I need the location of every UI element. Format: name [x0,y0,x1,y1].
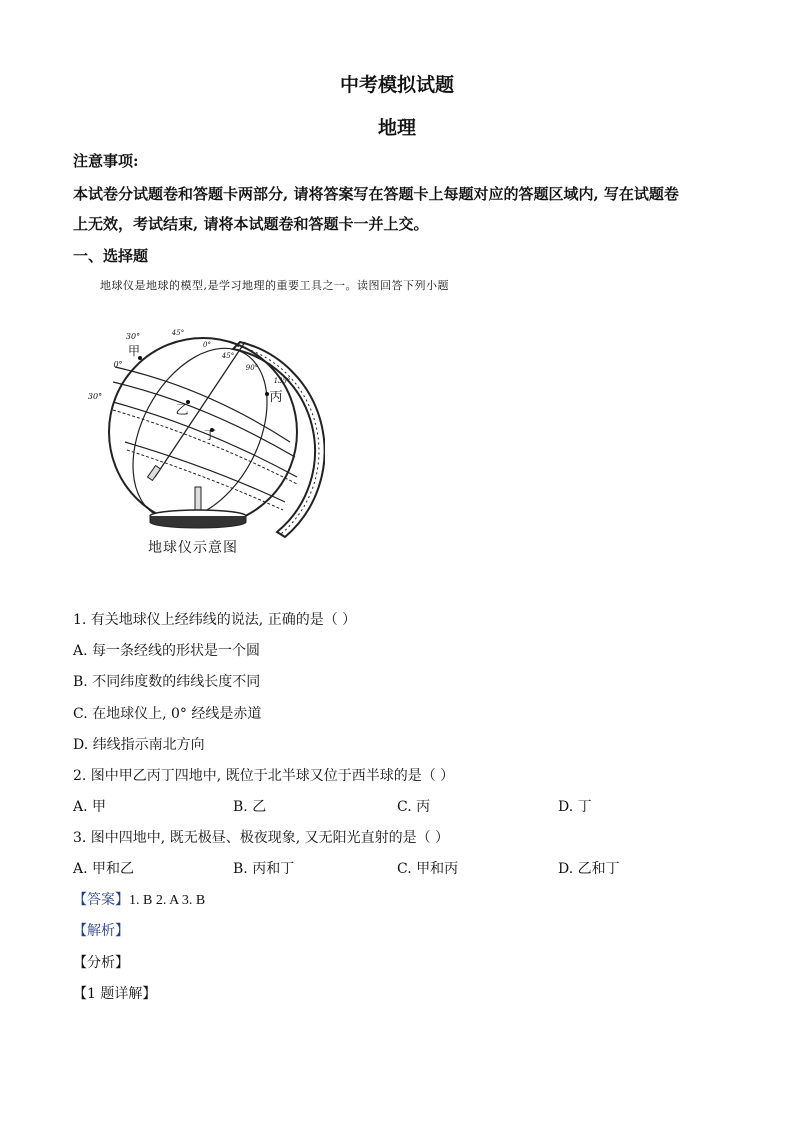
question-2-option-c: C. 丙 [397,799,431,815]
notice-line-1: 本试卷分试题卷和答题卡两部分, 请将答案写在答题卡上每题对应的答题区域内, 写在试题卷 [73,185,679,203]
label-lon135: 135° [273,377,291,385]
notice-line-2: 上无效，考试结束, 请将本试题卷和答题卡一并上交。 [73,215,429,233]
label-lon0: 0° [203,341,211,349]
label-lon90: 90° [245,364,259,372]
label-lat30-left: 30° [87,392,103,401]
point-bing [265,392,269,396]
question-3-stem: 3. 图中四地中, 既无极昼、极夜现象, 又无阳光直射的是（ ） [73,830,450,846]
globe-figure [85,322,325,562]
label-yi: 乙 [175,403,189,418]
question-3-option-c: C. 甲和丙 [397,861,459,877]
answer-line [73,889,205,909]
label-jia: 甲 [127,344,141,358]
label-lon45-left: 45° [171,329,185,337]
label-bing: 丙 [269,390,283,405]
label-lon0-left: 0° [113,360,123,369]
fenxi-tag: 【分析】 [73,955,129,971]
page-title: 中考模拟试题 [339,74,454,96]
label-lon45-right: 45° [221,352,235,360]
question-2-option-d: D. 丁 [558,799,592,815]
label-lat30-top: 30° [125,332,141,341]
question-3-option-a: A. 甲和乙 [73,861,135,877]
section-heading: 一、选择题 [73,247,149,265]
figure-caption: 地球仪示意图 [148,540,238,556]
subject-title: 地理 [377,117,416,139]
notice-heading: 注意事项: [73,152,139,170]
question-1-option-c: C. 在地球仪上, 0° 经线是赤道 [73,706,262,722]
question-1-option-d: D. 纬线指示南北方向 [73,737,205,753]
answer-tag: 【答案】 [73,892,129,908]
analysis-tag: 【解析】 [73,923,129,939]
question-2-stem: 2. 图中甲乙丙丁四地中, 既位于北半球又位于西半球的是（ ） [73,768,455,784]
question-1-stem: 1. 有关地球仪上经纬线的说法, 正确的是（ ） [73,612,357,628]
question-3-option-b: B. 丙和丁 [233,861,295,877]
question-2-option-a: A. 甲 [73,799,107,815]
question-intro: 地球仪是地球的模型,是学习地理的重要工具之一。读图回答下列小题 [100,279,449,292]
question-1-option-b: B. 不同纬度数的纬线长度不同 [73,674,261,690]
label-ding: 丁 [203,428,217,442]
question-3-option-d: D. 乙和丁 [558,861,620,877]
detail-1-tag: 【1 题详解】 [73,986,157,1002]
answer-text: 1. B 2. A 3. B [129,893,206,908]
question-1-option-a: A. 每一条经线的形状是一个圆 [73,643,261,659]
question-2-option-b: B. 乙 [233,799,267,815]
